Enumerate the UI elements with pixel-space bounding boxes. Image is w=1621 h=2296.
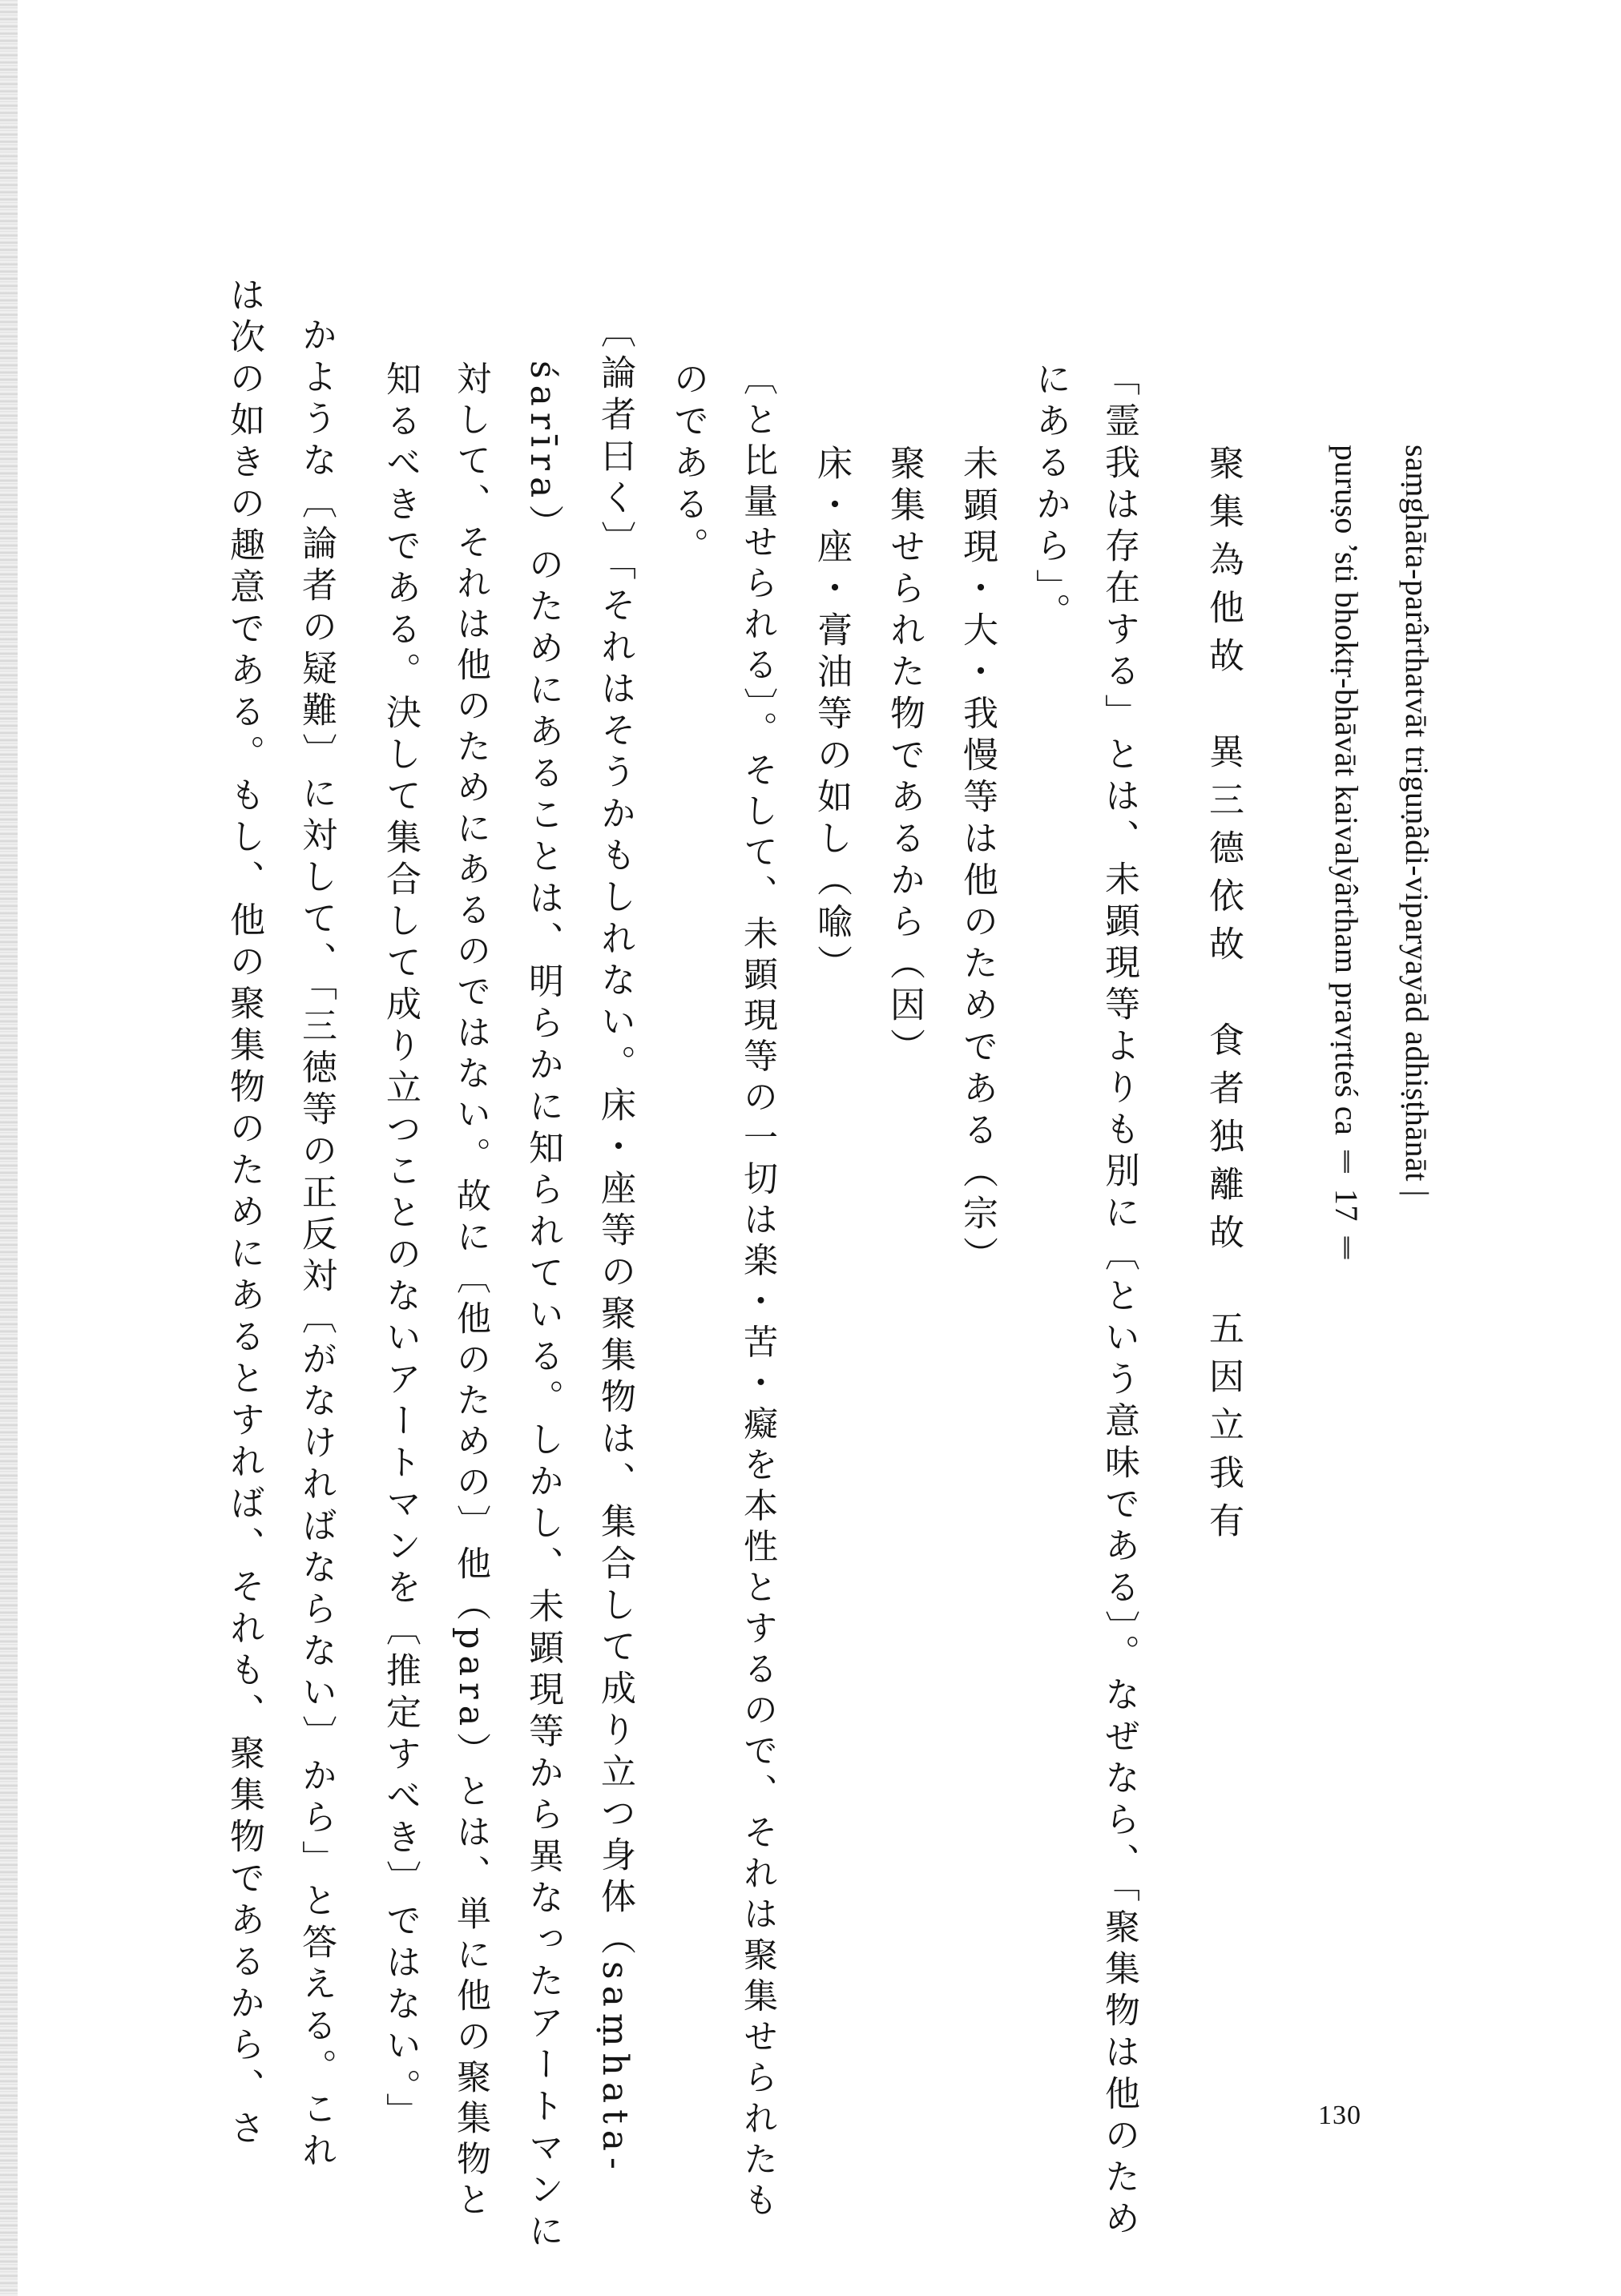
paragraph-column: śarīra）のためにあることは、明らかに知られている。しかし、未顕現等から異なったアートマンに (522, 361, 563, 2254)
paragraph-column: 〔論者曰く〕「それはそうかもしれない。床・座等の聚集物は、集合して成り立つ身体（saṃhata- (595, 312, 635, 2176)
paragraph-column: 対して、それは他のためにあるのではない。故に〔他のための〕他（para）とは、単に他の聚集物と (451, 361, 491, 2223)
sanskrit-verse-line-1: saṃghāta-parârthatvāt triguṇâdi-viparyayād adhiṣṭhānāt | (1399, 445, 1435, 1197)
syllogism-thesis-line: 未顕現・大・我慢等は他のためである（宗） (957, 445, 998, 1278)
syllogism-example-line: 床・座・膏油等の如し（喩） (811, 445, 852, 986)
page-number: 130 (1318, 2101, 1361, 2130)
sanskrit-verse-line-2: puruṣo ’sti bhoktṛ-bhāvāt kaivalyârtham pravṛtteś ca ‖ 17 ‖ (1329, 445, 1365, 1267)
paragraph-column: 〔と比量せられる〕。そして、未顕現等の一切は楽・苦・癡を本性とするので、それは聚集せられたも (738, 361, 778, 2223)
chinese-verse-line: 聚集為他故 異三德依故 食者独離故 五因立我有 (1203, 445, 1244, 1550)
syllogism-reason-line: 聚集せられた物であるから（因） (884, 445, 925, 1069)
paragraph-column: 知るべきである。決して集合して成り立つことのないアートマンを〔推定すべき〕ではない。」 (380, 361, 421, 2134)
binding-edge-shadow (0, 0, 18, 2296)
paragraph-column: かような〔論者の疑難〕に対して、「三徳等の正反対〔がなければならない〕から」と答える。これ (296, 316, 337, 2173)
paragraph-column: 「霊我は存在する」とは、未顕現等よりも別に〔という意味である〕。なぜなら、「聚集物は他のため (1099, 361, 1139, 2242)
paragraph-column: にあるから」。 (1030, 361, 1071, 634)
paragraph-column: のである。 (667, 361, 708, 569)
paragraph-column: は次の如きの趣意である。もし、他の聚集物のためにあるとすれば、それも、聚集物であるから、さ (224, 276, 264, 2151)
